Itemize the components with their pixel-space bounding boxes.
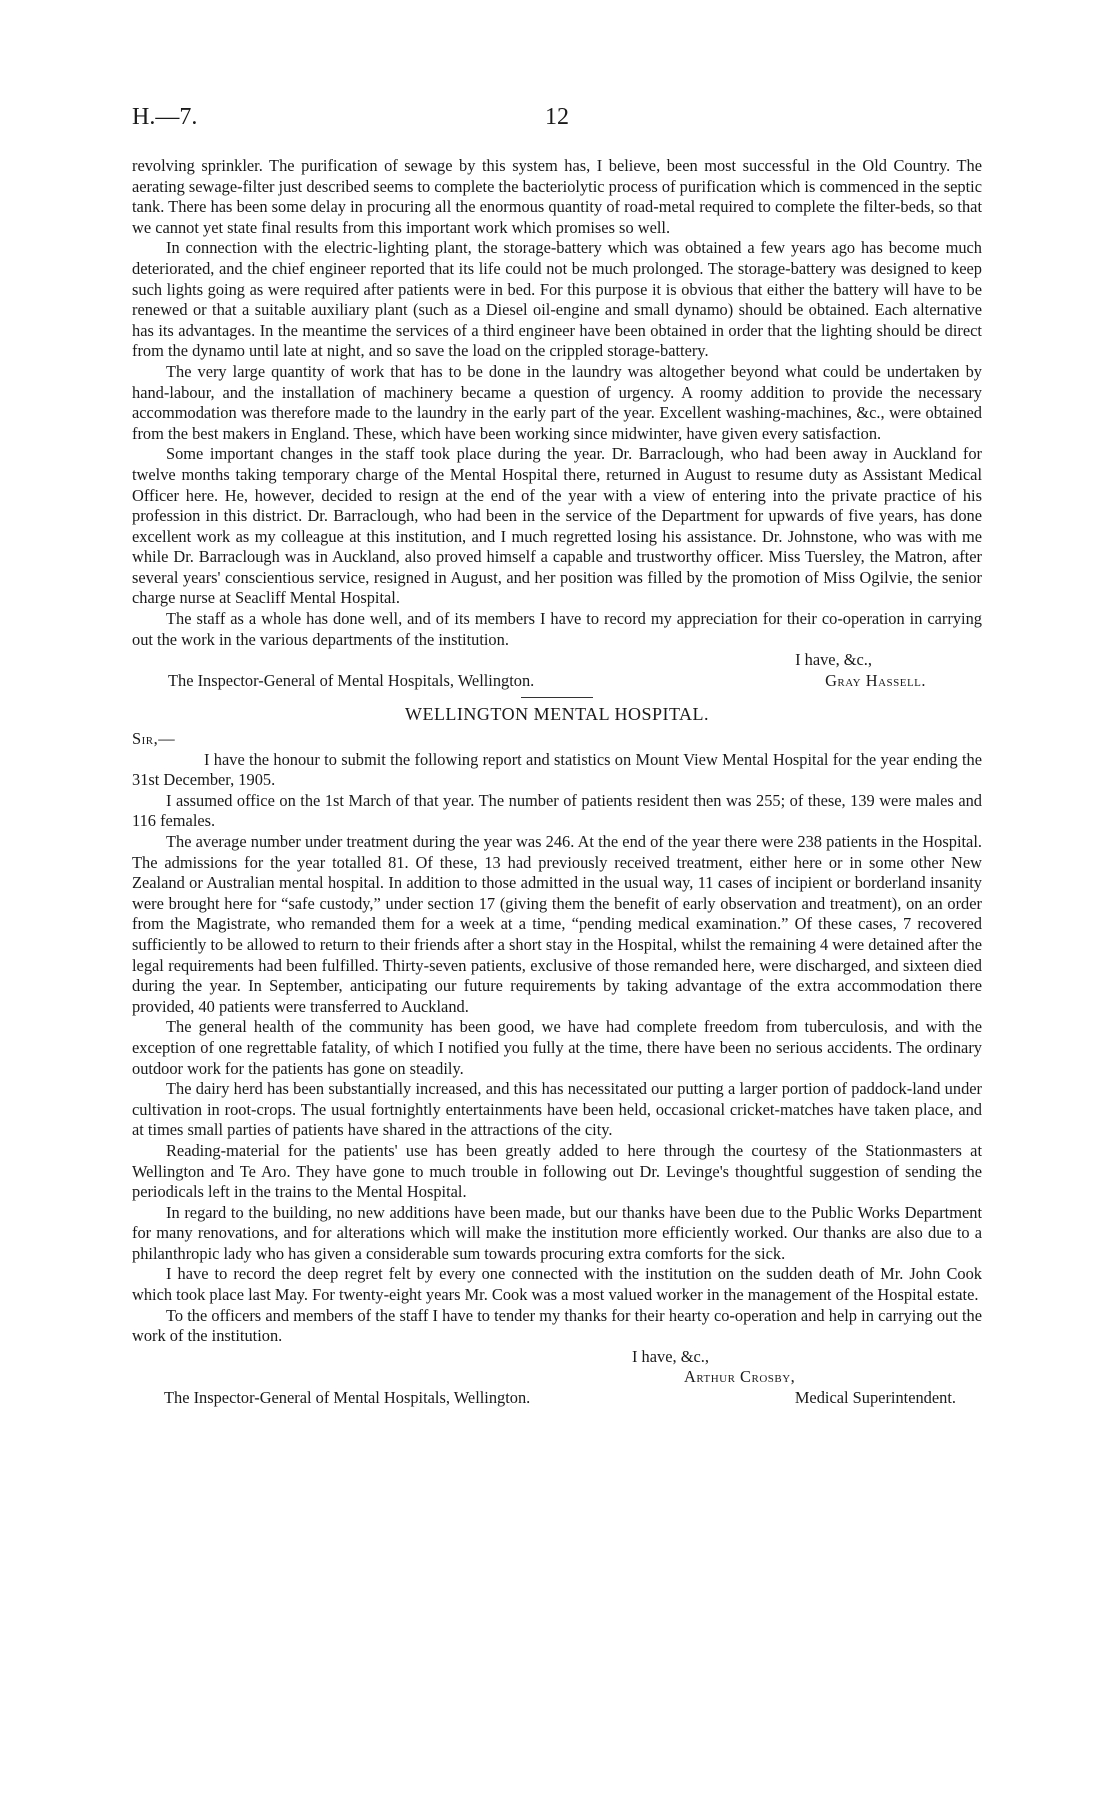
body-paragraph: The staff as a whole has done well, and of its members I have to record my appreciation for their co-operation in carrying out the work in the various departments of the institution. <box>132 609 982 649</box>
closing-line: I have, &c., <box>632 1346 709 1366</box>
body-paragraph: I have to record the deep regret felt by every one connected with the institution on the sudden death of Mr. John Cook which took place last May. For twenty-eight years Mr. Cook was a most valued worker in the management of the Hospital estate. <box>132 1264 982 1305</box>
signature-block <box>132 1347 982 1409</box>
page-body <box>132 156 982 1409</box>
body-paragraph: In connection with the electric-lighting plant, the storage-battery which was obtained a few years ago has become much deteriorated, and the chief engineer reported that its life could not be much prolonged. The storage-battery was designed to keep such lights going as were required after patients were in bed. For this purpose it is obvious that either the battery will have to be renewed or that a suitable auxiliary plant (such as a Diesel oil-engine and small dynamo) should be obtained. Each alternative has its advantages. In the meantime the services of a third engineer have been obtained in order that the lighting should be direct from the dynamo until late at night, and so save the load on the crippled storage-battery. <box>132 238 982 361</box>
signatory-name: Arthur Crosby, <box>684 1367 796 1387</box>
address-signature-line <box>132 1388 982 1409</box>
addressee: The Inspector-General of Mental Hospitals, Wellington. <box>168 670 535 690</box>
page-number: 12 <box>545 104 569 130</box>
signature-block <box>132 650 982 691</box>
report-section-1 <box>132 156 982 691</box>
report-section-2 <box>132 704 982 1408</box>
body-paragraph: Some important changes in the staff took place during the year. Dr. Barraclough, who had been away in Auckland for twelve months taking temporary charge of the Mental Hospital there, returned in August to resume duty as Assistant Medical Officer here. He, however, decided to resign at the end of the year with a view of entering into the private practice of his profession in this district. Dr. Barraclough, who had been in the service of the Department for upwards of five years, has done excellent work as my colleague at this institution, and I much regretted losing his assistance. Dr. Johnstone, who was with me while Dr. Barraclough was in Auckland, also proved himself a capable and trustworthy officer. Miss Tuersley, the Matron, after several years' conscientious service, resigned in August, and her position was filled by the promotion of Miss Ogilvie, the senior charge nurse at Seacliff Mental Hospital. <box>132 444 982 608</box>
body-paragraph: In regard to the building, no new additions have been made, but our thanks have been due to the Public Works Department for many renovations, and for alterations which will make the institution more efficiently worked. Our thanks are also due to a philanthropic lady who has given a considerable sum towards procuring extra comforts for the sick. <box>132 1202 982 1263</box>
body-paragraph: The very large quantity of work that has to be done in the laundry was altogether beyond what could be undertaken by hand-labour, and the installation of machinery became a question of urgency. A roomy addition to provide the necessary accommodation was therefore made to the laundry in the early part of the year. Excellent washing-machines, &c., were obtained from the best makers in England. These, which have been working since midwinter, have given every satisfaction. <box>132 361 982 443</box>
body-paragraph: I assumed office on the 1st March of that year. The number of patients resident then was 255; of these, 139 were males and 116 females. <box>132 790 982 831</box>
signatory-title: Medical Superintendent. <box>794 1388 956 1408</box>
document-code: H.—7. <box>132 104 198 130</box>
signatory-name: Gray Hassell. <box>825 670 926 690</box>
salutation: Sir,— <box>132 729 176 749</box>
body-paragraph: To the officers and members of the staff I have to tender my thanks for their hearty co-operation and help in carrying out the work of the institution. <box>132 1305 982 1346</box>
body-paragraph: Reading-material for the patients' use has been greatly added to here through the courtesy of the Stationmasters at Wellington and Te Aro. They have gone to much trouble in following out Dr. Levinge's thoughtful suggestion of sending the periodicals left in the trains to the Mental Hospital. <box>132 1140 982 1202</box>
addressee: The Inspector-General of Mental Hospitals, Wellington. <box>164 1388 531 1408</box>
body-paragraph: The general health of the community has been good, we have had complete freedom from tuberculosis, and with the exception of one regrettable fatality, of which I notified you fully at the time, there have been no serious accidents. The ordinary outdoor work for the patients has gone on steadily. <box>132 1017 982 1078</box>
body-paragraph: revolving sprinkler. The purification of sewage by this system has, I believe, been most successful in the Old Country. The aerating sewage-filter just described seems to complete the bacteriolytic process of purification which is commenced in the septic tank. There has been some delay in procuring all the enormous quantity of road-metal required to complete the filter-beds, so that we cannot yet state final results from this important work which promises so well. <box>132 156 982 237</box>
body-paragraph: The dairy herd has been substantially increased, and this has necessitated our putting a larger portion of paddock-land under cultivation in root-crops. The usual fortnightly entertainments have been held, occasional cricket-matches have taken place, and at times small parties of patients have shared in the attractions of the city. <box>132 1079 982 1140</box>
body-paragraph: I have the honour to submit the following report and statistics on Mount View Mental Hospital for the year ending the 31st December, 1905. <box>132 749 982 790</box>
closing-line: I have, &c., <box>795 650 872 670</box>
section-divider <box>521 697 593 698</box>
body-paragraph: The average number under treatment during the year was 246. At the end of the year there were 238 patients in the Hospital. The admissions for the year totalled 81. Of these, 13 had previously received treatment, either here or in some other New Zealand or Australian mental hospital. In addition to those admitted in the usual way, 11 cases of incipient or borderland insanity were brought here for “safe custody,” under section 17 (giving them the benefit of early observation and treatment), on an order from the Magistrate, who remanded them for a week at a time, “pending medical examination.” Of these cases, 7 recovered sufficiently to be allowed to return to their friends after a short stay in the Hospital, whilst the remaining 4 were detained after the legal requirements had been fulfilled. Thirty-seven patients, exclusive of those remanded here, were discharged, and sixteen died during the year. In September, anticipating our future requirements by taking advantage of the extra accommodation there provided, 40 patients were transferred to Auckland. <box>132 832 982 1016</box>
section-title: WELLINGTON MENTAL HOSPITAL. <box>404 704 710 725</box>
address-signature-line <box>132 671 982 692</box>
page-header <box>132 104 982 134</box>
